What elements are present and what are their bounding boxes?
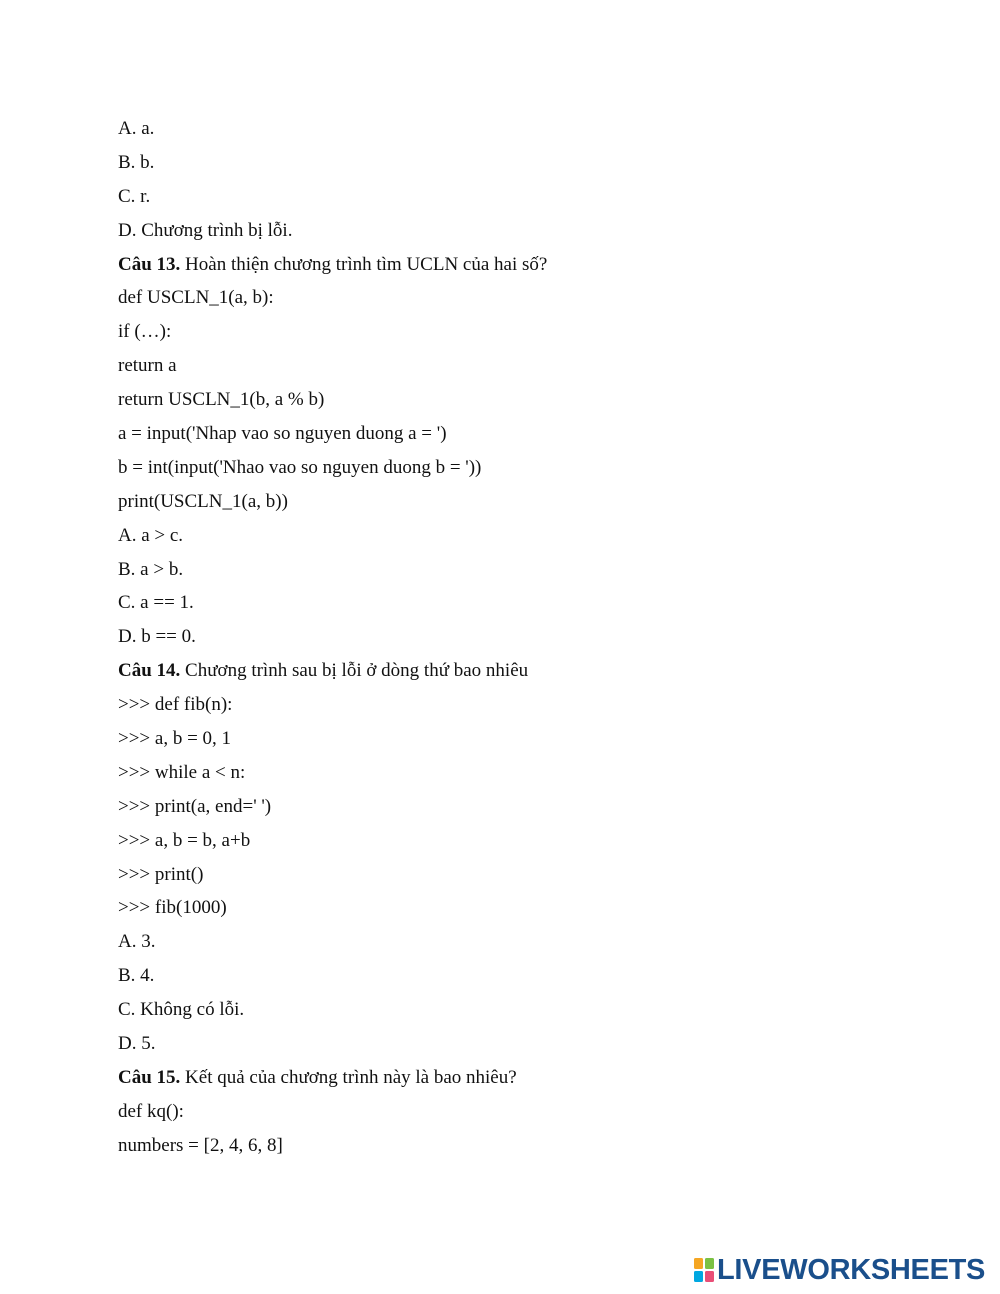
code-line: def kq(): [118,1100,184,1122]
liveworksheets-logo-icon [694,1258,714,1282]
question-14-label: Câu 14. [118,660,181,682]
question-13 [118,248,938,282]
code-line: return a [118,355,177,377]
option-c: C. Không có lỗi. [118,999,245,1021]
question-13-label: Câu 13. [118,253,181,275]
option-b: B. b. [118,151,155,173]
option-c: C. r. [118,185,151,207]
code-line: if (…): [118,321,172,343]
code-line: numbers = [2, 4, 6, 8] [118,1134,283,1156]
code-line: b = int(input('Nhao vao so nguyen duong b = ')) [118,456,482,478]
code-line: a = input('Nhap vao so nguyen duong a = ') [118,423,447,445]
code-line: >>> a, b = b, a+b [118,829,251,851]
code-line: >>> print(a, end=' ') [118,795,272,817]
question-15 [118,1061,938,1095]
option-b: B. a > b. [118,558,184,580]
option-b: B. 4. [118,965,155,987]
code-line: >>> while a < n: [118,761,246,783]
question-13-text: Hoàn thiện chương trình tìm UCLN của hai số? [180,253,548,275]
question-14 [118,654,938,688]
brand-name: LIVEWORKSHEETS [717,1254,986,1286]
code-line: print(USCLN_1(a, b)) [118,490,288,512]
code-line: def USCLN_1(a, b): [118,287,274,309]
code-line: >>> fib(1000) [118,897,227,919]
question-14-text: Chương trình sau bị lỗi ở dòng thứ bao nhiêu [180,660,529,682]
option-a: A. 3. [118,931,156,953]
option-d: D. b == 0. [118,626,196,648]
code-line: >>> def fib(n): [118,694,233,716]
option-d: D. Chương trình bị lỗi. [118,219,293,241]
option-a: A. a > c. [118,524,184,546]
option-a: A. a. [118,118,155,139]
option-d: D. 5. [118,1033,156,1055]
option-c: C. a == 1. [118,592,194,614]
liveworksheets-brand [694,1254,985,1286]
code-line: return USCLN_1(b, a % b) [118,389,325,411]
question-15-label: Câu 15. [118,1066,181,1088]
worksheet-content [118,112,938,1163]
code-line: >>> print() [118,863,204,885]
question-15-text: Kết quả của chương trình này là bao nhiêu? [180,1066,517,1088]
code-line: >>> a, b = 0, 1 [118,728,232,750]
